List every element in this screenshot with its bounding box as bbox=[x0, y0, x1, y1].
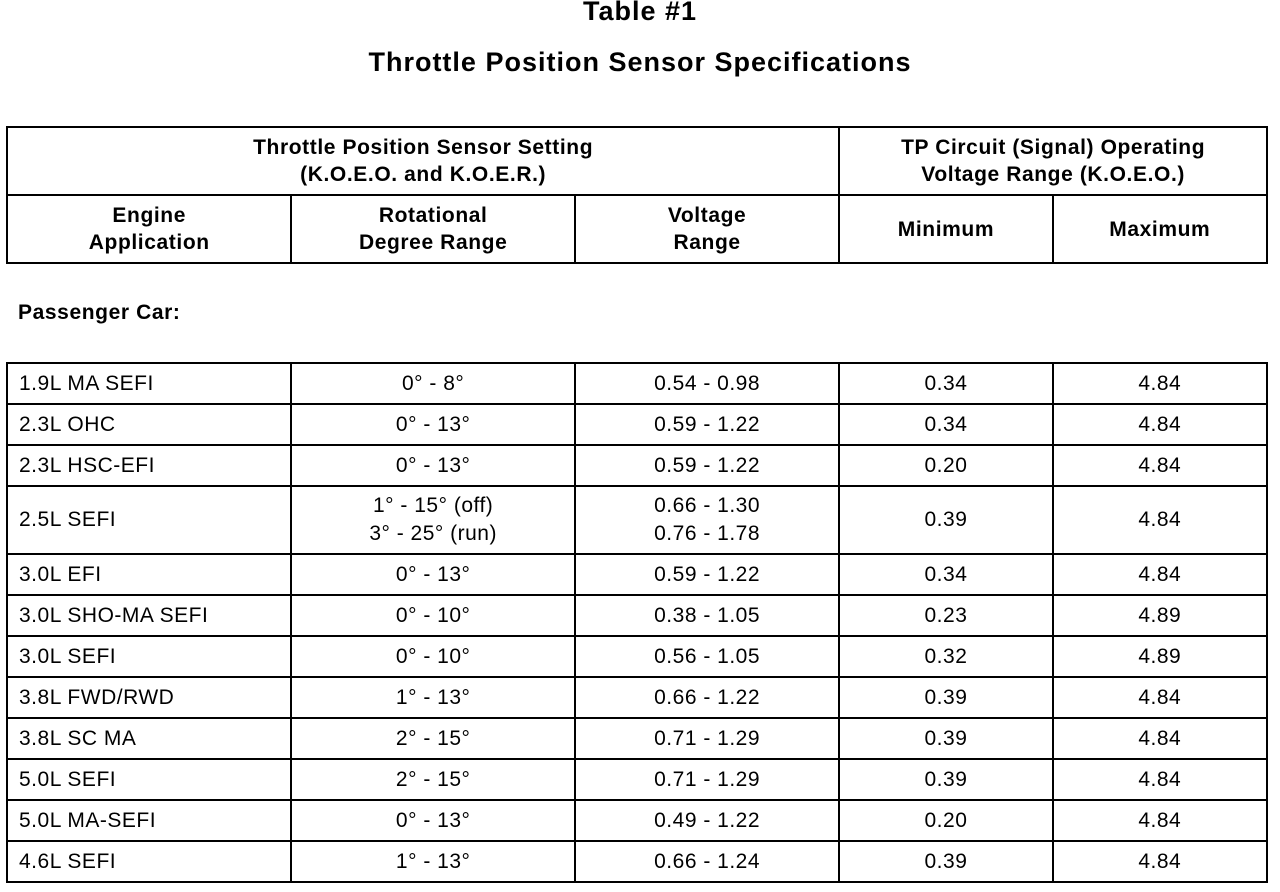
voltage-range-cell-line: 0.71 - 1.29 bbox=[654, 726, 761, 750]
rotation-range-cell-line: 0° - 10° bbox=[395, 603, 471, 627]
header-engine-application bbox=[7, 195, 291, 263]
table-row bbox=[7, 718, 1267, 759]
minimum-voltage-cell: 0.39 bbox=[839, 841, 1052, 882]
voltage-range-cell bbox=[575, 404, 839, 445]
maximum-voltage-cell: 4.84 bbox=[1053, 759, 1267, 800]
minimum-voltage-cell: 0.34 bbox=[839, 404, 1052, 445]
voltage-range-cell bbox=[575, 718, 839, 759]
engine-application-cell: 3.0L EFI bbox=[7, 554, 291, 595]
voltage-range-cell-line: 0.76 - 1.78 bbox=[654, 522, 761, 545]
rotation-range-cell bbox=[291, 636, 574, 677]
engine-application-cell: 5.0L MA-SEFI bbox=[7, 800, 291, 841]
voltage-range-cell-line: 0.66 - 1.24 bbox=[654, 849, 761, 873]
rotation-range-cell bbox=[291, 800, 574, 841]
rotation-range-cell-line: 1° - 15° (off) bbox=[373, 494, 494, 517]
maximum-voltage-cell: 4.84 bbox=[1053, 554, 1267, 595]
table-subtitle: Throttle Position Sensor Specifications bbox=[368, 47, 912, 77]
table-row bbox=[7, 363, 1267, 404]
minimum-voltage-cell: 0.23 bbox=[839, 595, 1052, 636]
engine-application-cell: 5.0L SEFI bbox=[7, 759, 291, 800]
header-group-sensor-setting-line1: Throttle Position Sensor Setting bbox=[253, 136, 594, 159]
maximum-voltage-cell: 4.84 bbox=[1053, 445, 1267, 486]
maximum-voltage-cell: 4.84 bbox=[1053, 404, 1267, 445]
voltage-range-cell bbox=[575, 677, 839, 718]
rotation-range-cell-line: 3° - 25° (run) bbox=[369, 522, 497, 545]
voltage-range-cell-line: 0.59 - 1.22 bbox=[654, 412, 761, 436]
voltage-range-cell bbox=[575, 800, 839, 841]
table-row bbox=[7, 636, 1267, 677]
maximum-voltage-cell: 4.84 bbox=[1053, 718, 1267, 759]
rotation-range-cell bbox=[291, 759, 574, 800]
rotation-range-cell-line: 0° - 8° bbox=[401, 371, 465, 395]
voltage-range-cell bbox=[575, 759, 839, 800]
maximum-voltage-cell: 4.89 bbox=[1053, 636, 1267, 677]
maximum-voltage-cell: 4.84 bbox=[1053, 486, 1267, 554]
header-group-tp-circuit-line1: TP Circuit (Signal) Operating bbox=[901, 136, 1206, 159]
table-row bbox=[7, 554, 1267, 595]
voltage-range-cell bbox=[575, 486, 839, 554]
voltage-range-cell-line: 0.59 - 1.22 bbox=[654, 453, 761, 477]
header-rotation-line1: Rotational bbox=[378, 204, 488, 227]
rotation-range-cell bbox=[291, 404, 574, 445]
table-row bbox=[7, 404, 1267, 445]
header-group-sensor-setting-line2: (K.O.E.O. and K.O.E.R.) bbox=[300, 163, 547, 186]
voltage-range-cell-line: 0.59 - 1.22 bbox=[654, 562, 761, 586]
table-row bbox=[7, 677, 1267, 718]
table-row bbox=[7, 759, 1267, 800]
rotation-range-cell-line: 0° - 10° bbox=[395, 644, 471, 668]
header-voltage-range bbox=[575, 195, 839, 263]
voltage-range-cell bbox=[575, 841, 839, 882]
maximum-voltage-cell: 4.84 bbox=[1053, 800, 1267, 841]
header-engine-line1: Engine bbox=[112, 204, 187, 227]
minimum-voltage-cell: 0.39 bbox=[839, 718, 1052, 759]
rotation-range-cell-line: 1° - 13° bbox=[395, 685, 471, 709]
minimum-voltage-cell: 0.32 bbox=[839, 636, 1052, 677]
header-group-sensor-setting bbox=[7, 127, 839, 195]
minimum-voltage-cell: 0.20 bbox=[839, 445, 1052, 486]
rotation-range-cell bbox=[291, 554, 574, 595]
maximum-voltage-cell: 4.84 bbox=[1053, 363, 1267, 404]
rotation-range-cell bbox=[291, 486, 574, 554]
minimum-voltage-cell: 0.20 bbox=[839, 800, 1052, 841]
engine-application-cell: 2.3L OHC bbox=[7, 404, 291, 445]
minimum-voltage-cell: 0.39 bbox=[839, 759, 1052, 800]
voltage-range-cell-line: 0.49 - 1.22 bbox=[654, 808, 761, 832]
rotation-range-cell-line: 0° - 13° bbox=[395, 453, 471, 477]
table-row bbox=[7, 841, 1267, 882]
header-voltage-line1: Voltage bbox=[667, 204, 747, 227]
engine-application-cell: 3.0L SHO-MA SEFI bbox=[7, 595, 291, 636]
voltage-range-cell bbox=[575, 363, 839, 404]
rotation-range-cell-line: 2° - 15° bbox=[395, 767, 471, 791]
rotation-range-cell-line: 1° - 13° bbox=[395, 849, 471, 873]
engine-application-cell: 4.6L SEFI bbox=[7, 841, 291, 882]
table-row bbox=[7, 486, 1267, 554]
voltage-range-cell-line: 0.56 - 1.05 bbox=[654, 644, 761, 668]
rotation-range-cell-line: 0° - 13° bbox=[395, 808, 471, 832]
minimum-voltage-cell: 0.34 bbox=[839, 554, 1052, 595]
rotation-range-cell-line: 0° - 13° bbox=[395, 562, 471, 586]
section-label-passenger-car: Passenger Car: bbox=[18, 301, 181, 324]
rotation-range-cell bbox=[291, 445, 574, 486]
table-number-title: Table #1 bbox=[582, 0, 698, 26]
voltage-range-cell-line: 0.66 - 1.30 bbox=[654, 494, 761, 517]
voltage-range-cell-line: 0.38 - 1.05 bbox=[654, 603, 761, 627]
rotation-range-cell bbox=[291, 841, 574, 882]
header-maximum: Maximum bbox=[1053, 195, 1267, 263]
rotation-range-cell-line: 0° - 13° bbox=[395, 412, 471, 436]
table-row bbox=[7, 595, 1267, 636]
table-row bbox=[7, 445, 1267, 486]
maximum-voltage-cell: 4.84 bbox=[1053, 677, 1267, 718]
spec-data-body bbox=[7, 363, 1267, 882]
minimum-voltage-cell: 0.39 bbox=[839, 677, 1052, 718]
spec-data-table bbox=[6, 362, 1268, 883]
maximum-voltage-cell: 4.84 bbox=[1053, 841, 1267, 882]
voltage-range-cell bbox=[575, 445, 839, 486]
table-row bbox=[7, 800, 1267, 841]
header-group-tp-circuit-line2: Voltage Range (K.O.E.O.) bbox=[921, 163, 1185, 186]
header-rotation-line2: Degree Range bbox=[358, 231, 508, 254]
engine-application-cell: 3.8L SC MA bbox=[7, 718, 291, 759]
engine-application-cell: 3.0L SEFI bbox=[7, 636, 291, 677]
engine-application-cell: 2.5L SEFI bbox=[7, 486, 291, 554]
header-group-tp-circuit bbox=[839, 127, 1267, 195]
spec-header-table bbox=[6, 126, 1268, 264]
maximum-voltage-cell: 4.89 bbox=[1053, 595, 1267, 636]
rotation-range-cell bbox=[291, 718, 574, 759]
header-minimum: Minimum bbox=[839, 195, 1052, 263]
minimum-voltage-cell: 0.39 bbox=[839, 486, 1052, 554]
voltage-range-cell bbox=[575, 636, 839, 677]
voltage-range-cell-line: 0.54 - 0.98 bbox=[654, 371, 761, 395]
header-rotational-degree-range bbox=[291, 195, 574, 263]
minimum-voltage-cell: 0.34 bbox=[839, 363, 1052, 404]
rotation-range-cell bbox=[291, 595, 574, 636]
header-voltage-line2: Range bbox=[673, 231, 741, 254]
voltage-range-cell bbox=[575, 554, 839, 595]
rotation-range-cell-line: 2° - 15° bbox=[395, 726, 471, 750]
rotation-range-cell bbox=[291, 363, 574, 404]
header-engine-line2: Application bbox=[88, 231, 210, 254]
voltage-range-cell-line: 0.66 - 1.22 bbox=[654, 685, 761, 709]
engine-application-cell: 3.8L FWD/RWD bbox=[7, 677, 291, 718]
rotation-range-cell bbox=[291, 677, 574, 718]
engine-application-cell: 1.9L MA SEFI bbox=[7, 363, 291, 404]
voltage-range-cell-line: 0.71 - 1.29 bbox=[654, 767, 761, 791]
voltage-range-cell bbox=[575, 595, 839, 636]
engine-application-cell: 2.3L HSC-EFI bbox=[7, 445, 291, 486]
